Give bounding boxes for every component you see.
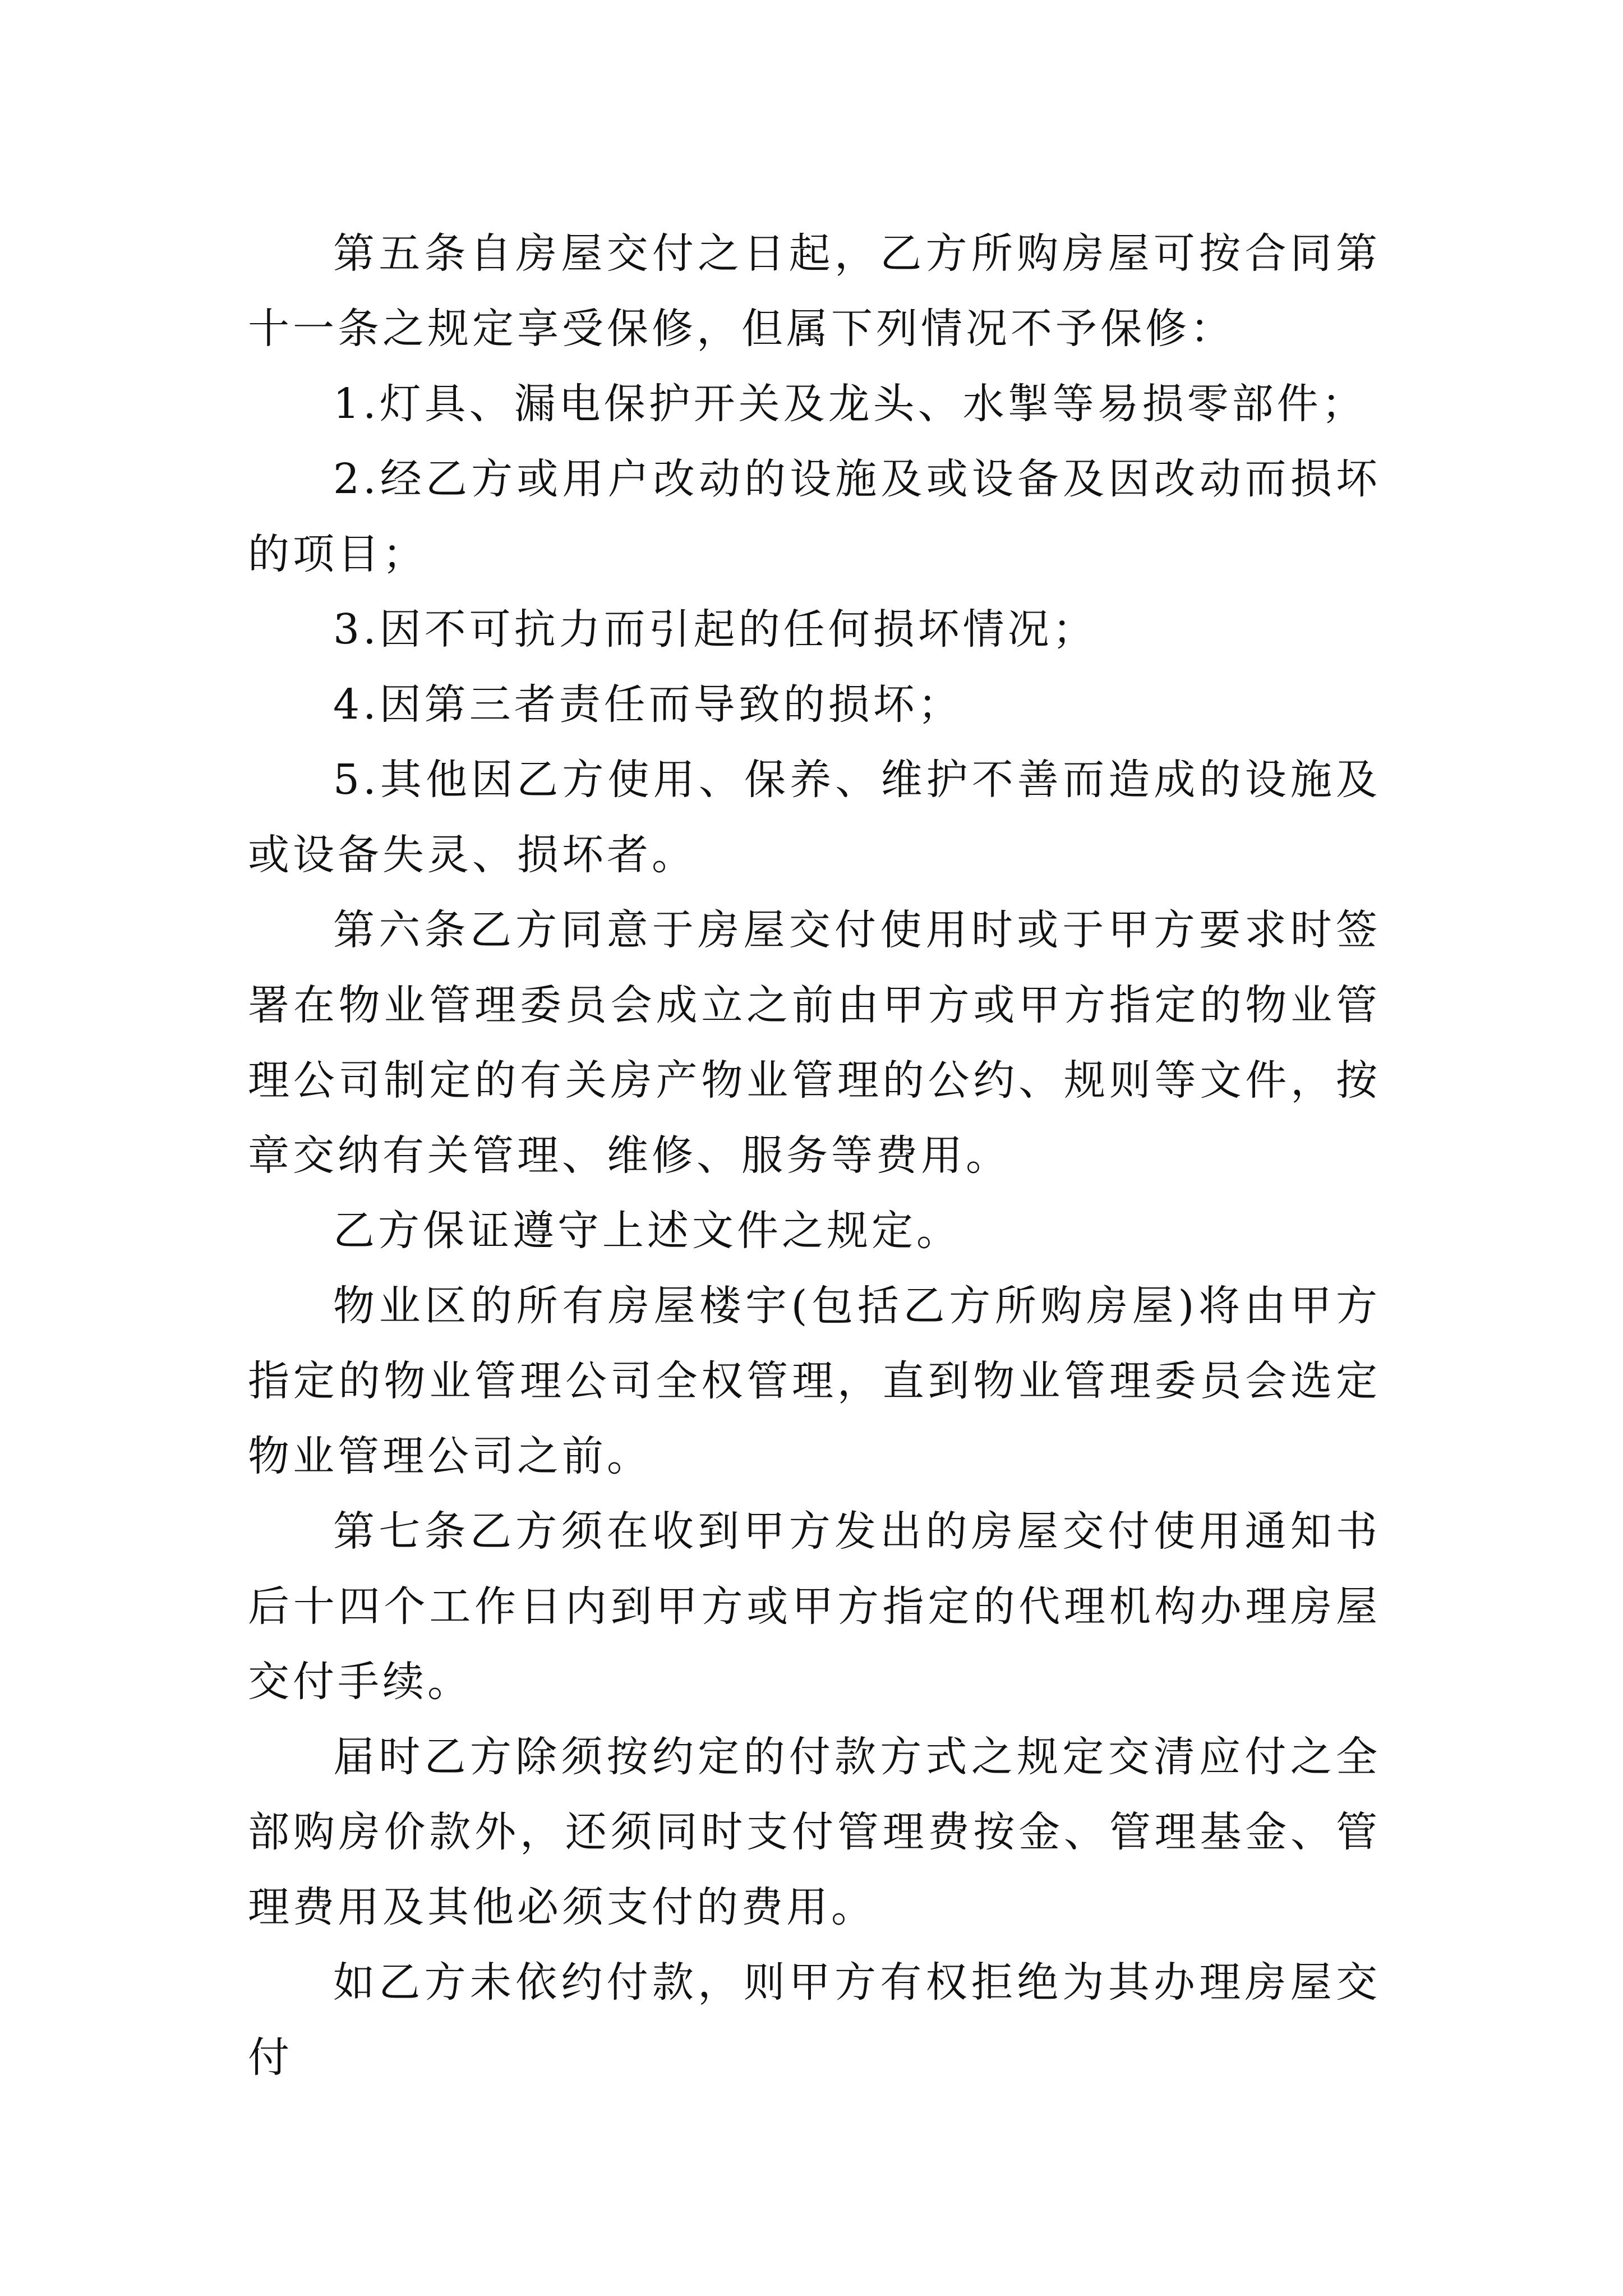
paragraph-item-2: 2.经乙方或用户改动的设施及或设备及因改动而损坏的项目； <box>248 455 1381 578</box>
paragraph-payment: 届时乙方除须按约定的付款方式之规定交清应付之全部购房价款外，还须同时支付管理费按金、管理基金、管理费用及其他必须支付的费用。 <box>248 1733 1381 1931</box>
paragraph-item-4: 4.因第三者责任而导致的损坏； <box>333 680 963 729</box>
paragraph-item-3: 3.因不可抗力而引起的任何损坏情况； <box>333 605 1098 654</box>
paragraph-article-5: 第五条自房屋交付之日起，乙方所购房屋可按合同第十一条之规定享受保修，但属下列情况不予保修： <box>248 229 1381 353</box>
paragraph-compliance: 乙方保证遵守上述文件之规定。 <box>333 1207 961 1255</box>
paragraph-article-6: 第六条乙方同意于房屋交付使用时或于甲方要求时签署在物业管理委员会成立之前由甲方或甲方指定的物业管理公司制定的有关房产物业管理的公约、规则等文件，按章交纳有关管理、维修、服务等费用。 <box>248 906 1381 1180</box>
paragraph-refusal: 如乙方未依约付款，则甲方有权拒绝为其办理房屋交付 <box>248 1958 1381 2082</box>
paragraph-item-1: 1.灯具、漏电保护开关及龙头、水掣等易损零部件； <box>333 380 1367 428</box>
paragraph-property-management: 物业区的所有房屋楼宇(包括乙方所购房屋)将由甲方指定的物业管理公司全权管理，直到物业管理委员会选定物业管理公司之前。 <box>248 1282 1381 1480</box>
paragraph-article-7: 第七条乙方须在收到甲方发出的房屋交付使用通知书后十四个工作日内到甲方或甲方指定的代理机构办理房屋交付手续。 <box>248 1507 1381 1706</box>
paragraph-item-5: 5.其他因乙方使用、保养、维护不善而造成的设施及或设备失灵、损坏者。 <box>248 756 1381 879</box>
document-body <box>248 216 1381 2095</box>
